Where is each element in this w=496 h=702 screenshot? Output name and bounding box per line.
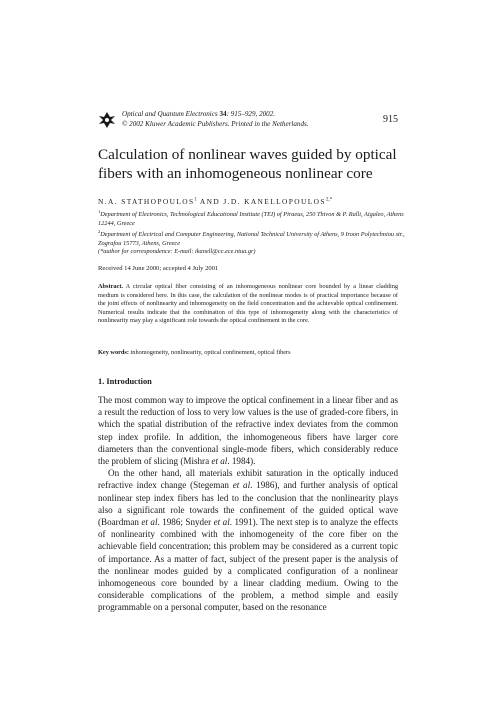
affiliations (98, 208, 408, 257)
copyright-line: © 2002 Kluwer Academic Publishers. Printed in the Netherlands. (122, 120, 309, 128)
paper-title: Calculation of nonlinear waves guided by optical fibers with an inhomogeneous nonlinear core (98, 146, 397, 182)
author-name: J.D. KANELLOPOULOS (223, 197, 326, 206)
text-run: . 1986), and further analysis of optical nonlinear step index fibers has led to the conclusion that the nonlinearity plays also a significant role towards the confinement of the guided optical wave (Boardman (98, 480, 398, 528)
affiliation-mark: 2 (98, 229, 101, 235)
affiliation-2 (98, 228, 408, 248)
text-run: . 1986; Snyder (157, 517, 214, 528)
received-dates: Received 14 June 2000; accepted 4 July 2001 (98, 265, 219, 272)
italic-run: et al (211, 456, 228, 467)
affiliation-1 (98, 208, 408, 228)
author-conjunction: AND (197, 197, 224, 206)
journal-name: Optical and Quantum Electronics (122, 110, 218, 118)
text-run: . 1984). (227, 456, 256, 467)
paragraph (98, 467, 398, 613)
affiliation-text: Department of Electronics, Technological Educational Institute (TEI) of Piraeus, 250 Thivon & P. Ralli, Aigaleo, Athens 12244, Greece (98, 211, 404, 227)
page-number: 915 (383, 114, 398, 125)
keywords-text: inhomogeneity, nonlinearity, optical confinement, optical fibers (128, 349, 291, 356)
text-run: The most common way to improve the optical confinement in a linear fiber and as a result the reduction of loss to very low values is the use of graded-core fibers, in which the spatial distribution of the refractive index deviates from the common step index profile. In addition, the inhomogeneous fibers have larger core diameters than the conventional single-mode fibers, which considerably reduce the problem of slicing (Mishra (98, 395, 398, 467)
keywords-label: Key words: (98, 349, 129, 356)
author-list (98, 197, 332, 206)
journal-volume: 34 (219, 110, 227, 118)
abstract-text: A circular optical fiber consisting of an inhomogeneous nonlinear core bounded by a linear cladding medium is considered here. In this case, the calculation of the nonlinear modes is of practical importance because of the joint effects of nonlinearity and inhomogeneity on the field concentration and the achievable optical confinement. Numerical results indicate that the combination of this type of inhomogeneity along with the characteristics of nonlinearity may play a significant role towards the optical confinement in the core. (98, 283, 398, 325)
affiliation-text: Department of Electrical and Computer Engineering, National Technical University of Athens, 9 Iroon Polytechniou str., Zografou 15773, Athens, Greece (98, 231, 405, 247)
abstract (98, 283, 398, 326)
correspondence-note: (*author for correspondence: E-mail: ikanell@cc.ece.ntua.gr) (98, 248, 256, 256)
journal-info (122, 109, 309, 129)
journal-citation (122, 109, 309, 119)
affiliation-mark: 1 (98, 209, 101, 214)
abstract-label: Abstract. (98, 283, 124, 290)
author-affiliation-mark: 1 (194, 197, 198, 203)
italic-run: et al (213, 517, 230, 528)
publisher-logo-icon (98, 111, 116, 129)
italic-run: et al (141, 517, 158, 528)
author-name: N.A. STATHOPOULOS (98, 197, 195, 206)
text-run: . 1991). The next step is to analyze the effects of nonlinearity combined with the inhomogeneity of the core fiber on the achievable field concentration; this problem may be considered as a current topic of importance. As a matter of fact, subject of the present paper is the analysis of the nonlinear modes guided by a complicated configuration of a nonlinear inhomogeneous core bounded by a linear cladding medium. Owing to the considerable complications of the problem, a method simple and easily programmable on a personal computer, based on the resonance (98, 517, 398, 613)
section-heading: 1. Introduction (98, 377, 152, 386)
author-affiliation-mark: 2,* (325, 197, 333, 203)
journal-pages: : 915–929, 2002. (226, 110, 276, 118)
paragraph (98, 394, 398, 467)
italic-run: et al (232, 480, 251, 491)
text-run: On the other hand, all materials exhibit saturation in the optically induced refractive index change (Stegeman (98, 468, 398, 491)
keywords (98, 349, 398, 356)
body-text (98, 394, 398, 614)
